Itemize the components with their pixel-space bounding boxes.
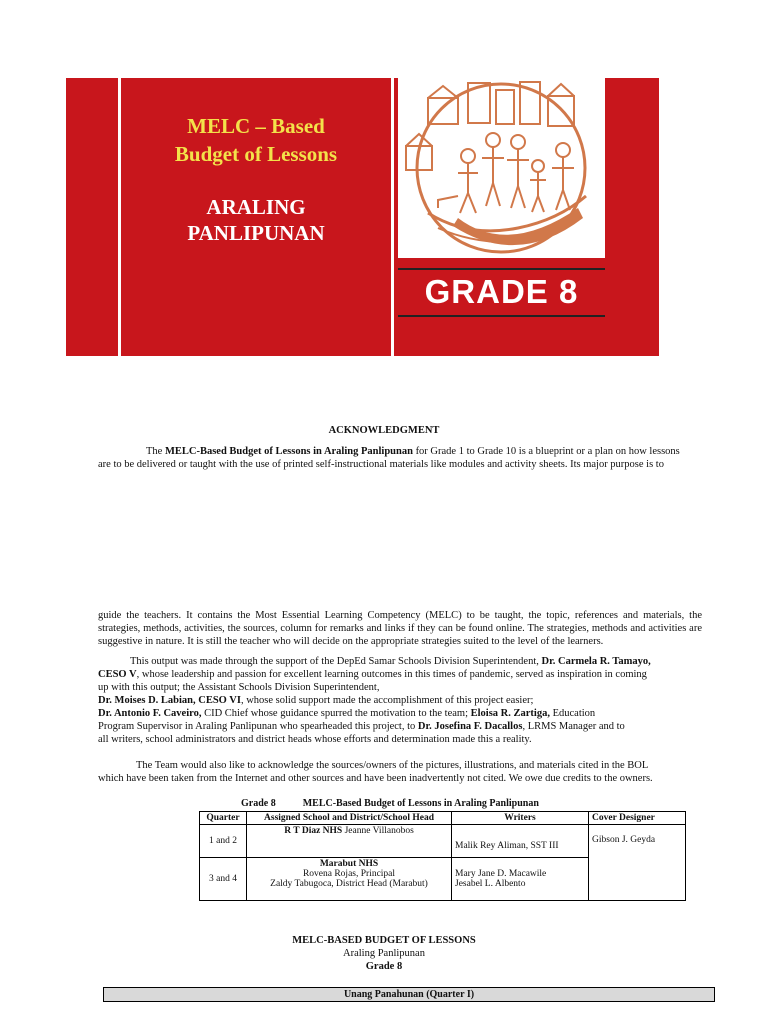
bol-title: MELC-BASED BUDGET OF LESSONS — [292, 935, 476, 946]
ack-p3-d: , whose leadership and passion for excellent learning outcomes in this times of pandemic, served as inspiration in coming — [136, 669, 647, 680]
cover-title-line2: Budget of Lessons — [174, 142, 338, 166]
writer-name: Jesabel L. Albento — [455, 879, 526, 889]
header-writers: Writers — [452, 812, 589, 825]
ack-paragraph-3 — [98, 655, 702, 746]
header-cover-designer: Cover Designer — [589, 812, 686, 825]
cover-subject-line1: ARALING — [206, 195, 306, 219]
cover-title-line1: MELC – Based — [187, 114, 325, 138]
ack-p3-e: up with this output; the Assistant Schools Division Superintendent, — [98, 682, 380, 693]
ack-p3-a: This output was made through the support of the DepEd Samar Schools Division Superintendent, — [130, 656, 542, 667]
table-caption-title: MELC-Based Budget of Lessons in Araling Panlipunan — [302, 798, 539, 809]
asst-superintendent-name: Dr. Moises D. Labian, CESO VI — [98, 695, 241, 706]
header-school: Assigned School and District/School Head — [247, 812, 452, 825]
superintendent-title: CESO V — [98, 669, 137, 680]
ack-p3-l: Program Supervisor in Araling Panlipunan who spearheaded this project, to — [98, 721, 418, 732]
table-header-row — [200, 812, 686, 825]
ack-p1-title: MELC-Based Budget of Lessons in Araling Panlipunan — [164, 446, 413, 457]
table-caption-grade: Grade 8 — [241, 798, 276, 809]
table-row — [200, 825, 686, 858]
school-head: Rovena Rojas, Principal — [302, 869, 396, 879]
cid-chief-name: Dr. Antonio F. Caveiro, — [98, 708, 202, 719]
ack-p3-k: Education — [549, 708, 596, 719]
superintendent-name: Dr. Carmela R. Tamayo, — [541, 656, 651, 667]
cover-grade: GRADE 8 — [424, 273, 579, 310]
cover-subject-line2: PANLIPUNAN — [187, 221, 325, 245]
cover-illustration — [398, 78, 605, 258]
cell-quarter: 3 and 4 — [200, 858, 247, 901]
ack-p1-text-rest: for Grade 1 to Grade 10 is a blueprint or a plan on how lessons — [412, 446, 680, 457]
cover-subject — [124, 194, 388, 246]
quarter-bar: Unang Panahunan (Quarter I) — [103, 987, 715, 1002]
cover-title — [124, 112, 388, 168]
eps-name: Eloisa R. Zartiga, — [470, 708, 550, 719]
acknowledgment-heading: ACKNOWLEDGMENT — [328, 425, 440, 436]
ack-paragraph-2: guide the teachers. It contains the Most Essential Learning Competency (MELC) to be taught, the topic, references and materials, the strategies, methods, activities, the sources, column for remarks and links if they can be found online. The strategies, methods and activities are suggestive in nature. It is still the teacher who will decide on the appropriate strategies suited to the level of the learners. — [98, 610, 702, 647]
bol-subject: Araling Panlipunan — [343, 948, 425, 959]
header-quarter: Quarter — [200, 812, 247, 825]
ack-p1-line2: are to be delivered or taught with the use of printed self-instructional materials like modules and activity sheets. Its major purpose is to — [98, 459, 664, 470]
cell-school — [247, 825, 452, 858]
cell-cover-designer: Gibson J. Geyda — [589, 825, 686, 901]
writers-table — [199, 811, 686, 901]
community-illustration-icon — [398, 78, 605, 258]
ack-p3-i: CID Chief whose guidance spurred the motivation to the team; — [201, 708, 471, 719]
ack-p4-line1: The Team would also like to acknowledge the sources/owners of the pictures, illustrations, and materials cited in the BOL — [136, 760, 649, 771]
school-head: Jeanne Villanobos — [344, 826, 414, 836]
ack-paragraph-4 — [98, 759, 702, 785]
ack-p1-text: The — [146, 446, 165, 457]
ack-p3-g: , whose solid support made the accomplishment of this project easier; — [240, 695, 534, 706]
cell-writers — [452, 858, 589, 901]
writer-name: Mary Jane D. Macawile — [455, 869, 547, 879]
cell-school — [247, 858, 452, 901]
school-name: Marabut NHS — [319, 859, 379, 869]
cell-writers: Malik Rey Aliman, SST III — [452, 825, 589, 858]
ack-p3-o: all writers, school administrators and district heads whose efforts and determination made this a reality. — [98, 734, 532, 745]
school-name: R T Diaz NHS — [284, 826, 343, 836]
bol-heading — [0, 934, 768, 973]
cell-quarter: 1 and 2 — [200, 825, 247, 858]
ack-p3-n: , LRMS Manager and to — [522, 721, 625, 732]
bol-grade: Grade 8 — [365, 961, 403, 972]
ack-paragraph-1 — [98, 445, 702, 471]
ack-p4-line2: which have been taken from the Internet and other sources and have been inadvertently not cited. We owe due credits to the owners. — [98, 773, 653, 784]
lrms-manager-name: Dr. Josefina F. Dacallos — [417, 721, 523, 732]
district-head: Zaldy Tabugoca, District Head (Marabut) — [270, 879, 428, 889]
table-caption — [241, 798, 539, 809]
grade-bottom-rule — [398, 315, 605, 317]
